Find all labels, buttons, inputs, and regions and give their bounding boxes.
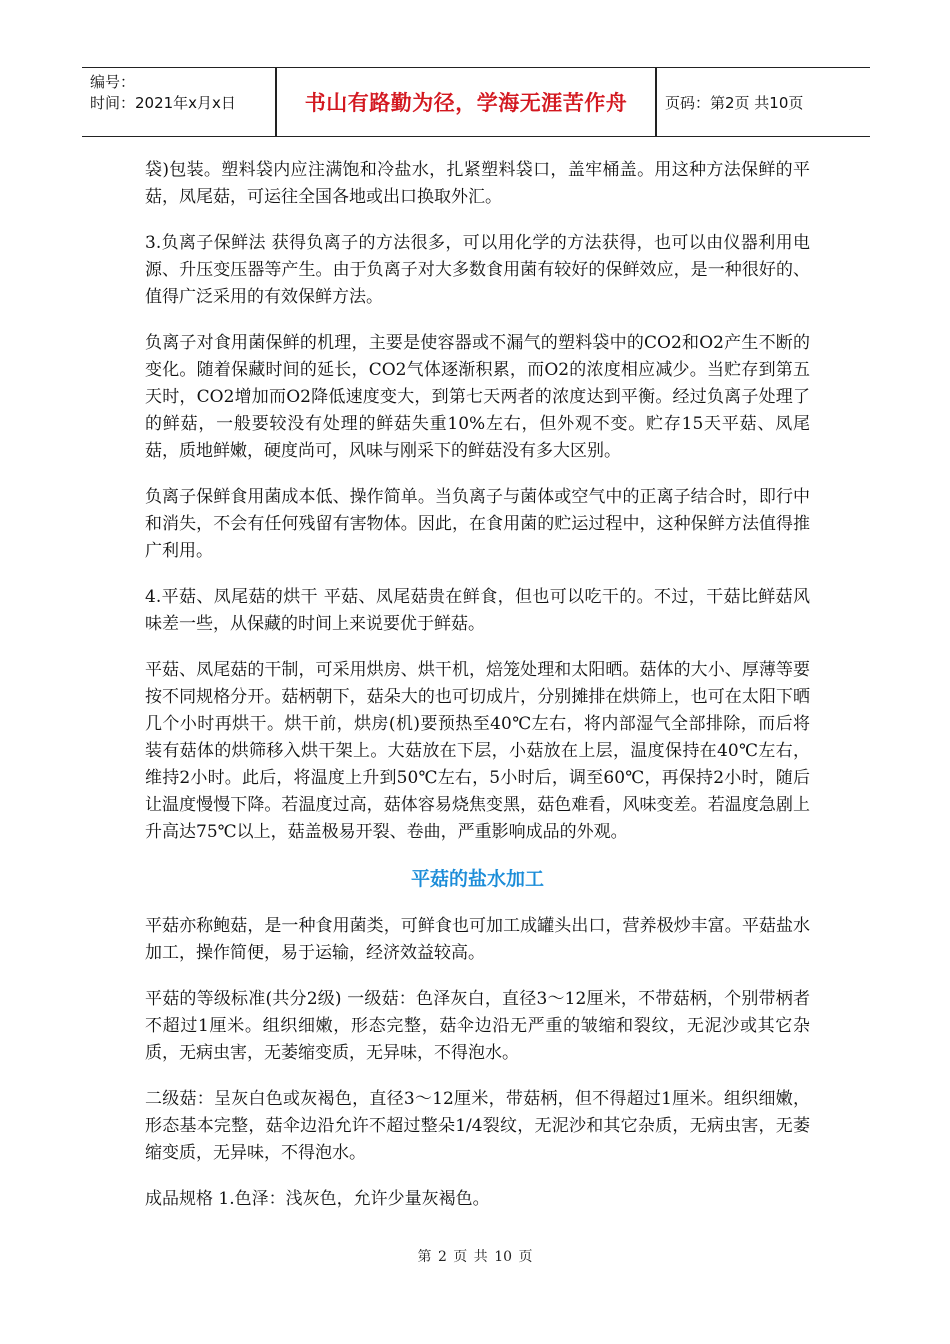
- section-heading: 平菇的盐水加工: [410, 868, 544, 890]
- body-paragraph: 平菇、凤尾菇的干制，可采用烘房、烘干机，焙笼处理和太阳晒。菇体的大小、厚薄等要按不同规格分开。菇柄朝下，菇朵大的也可切成片，分别摊排在烘筛上，也可在太阳下晒几个小时再烘干。烘干前，烘房(机)要预热至40℃左右，将内部湿气全部排除，而后将装有菇体的烘筛移入烘干架上。大菇放在下层，小菇放在上层，温度保持在40℃左右，维持2小时。此后，将温度上升到50℃左右，5小时后，调至60℃，再保持2小时，随后让温度慢慢下降。若温度过高，菇体容易烧焦变黑，菇色难看，风味变差。若温度急剧上升高达75℃以上，菇盖极易开裂、卷曲，严重影响成品的外观。: [145, 660, 810, 842]
- body-paragraph: 平菇亦称鲍菇，是一种食用菌类，可鲜食也可加工成罐头出口，营养极炒丰富。平菇盐水加工，操作简便，易于运输，经济效益较高。: [145, 916, 810, 963]
- body-paragraph: 负离子保鲜食用菌成本低、操作简单。当负离子与菌体或空气中的正离子结合时，即行中和消失，不会有任何残留有害物体。因此，在食用菌的贮运过程中，这种保鲜方法值得推广利用。: [145, 487, 810, 561]
- document-number-label: 编号：: [90, 73, 136, 91]
- body-paragraph: 二级菇：呈灰白色或灰褐色，直径3～12厘米，带菇柄，但不得超过1厘米。组织细嫩，形态基本完整，菇伞边沿允许不超过整朵1/4裂纹，无泥沙和其它杂质，无病虫害，无萎缩变质，无异味，不得泡水。: [145, 1089, 810, 1163]
- page-header: [82, 67, 870, 137]
- body-paragraph: 成品规格 1.色泽：浅灰色，允许少量灰褐色。: [145, 1189, 490, 1209]
- body-paragraph: 3.负离子保鲜法 获得负离子的方法很多，可以用化学的方法获得，也可以由仪器利用电源、升压变压器等产生。由于负离子对大多数食用菌有较好的保鲜效应，是一种很好的、值得广泛采用的有效保鲜方法。: [145, 233, 810, 307]
- body-paragraph: 4.平菇、凤尾菇的烘干 平菇、凤尾菇贵在鲜食，但也可以吃干的。不过，干菇比鲜菇风味差一些，从保藏的时间上来说要优于鲜菇。: [145, 587, 810, 634]
- body-paragraph: 平菇的等级标准(共分2级) 一级菇：色泽灰白，直径3～12厘米，不带菇柄，个别带柄者不超过1厘米。组织细嫩，形态完整，菇伞边沿无严重的皱缩和裂纹，无泥沙或其它杂质，无病虫害，无萎缩变质，无异味，不得泡水。: [145, 989, 810, 1063]
- body-paragraph: 负离子对食用菌保鲜的机理，主要是使容器或不漏气的塑料袋中的CO2和O2产生不断的变化。随着保藏时间的延长，CO2气体逐渐积累，而O2的浓度相应减少。当贮存到第五天时，CO2增加而O2降低速度变大，到第七天两者的浓度达到平衡。经过负离子处理了的鲜菇，一般要较没有处理的鲜菇失重10%左右，但外观不变。贮存15天平菇、凤尾菇，质地鲜嫩，硬度尚可，风味与刚采下的鲜菇没有多大区别。: [145, 333, 810, 461]
- document-body: [145, 157, 810, 1232]
- header-motto: 书山有路勤为径，学海无涯苦作舟: [304, 91, 628, 115]
- document-time-label: 时间：2021年x月x日: [90, 94, 236, 112]
- page-footer: 第 2 页 共 10 页: [417, 1249, 533, 1265]
- header-page-number: 页码：第2页 共10页: [665, 93, 804, 112]
- header-divider: [655, 68, 657, 136]
- body-paragraph: 袋)包装。塑料袋内应注满饱和冷盐水，扎紧塑料袋口，盖牢桶盖。用这种方法保鲜的平菇，凤尾菇，可运往全国各地或出口换取外汇。: [145, 160, 810, 207]
- header-meta: [90, 72, 275, 114]
